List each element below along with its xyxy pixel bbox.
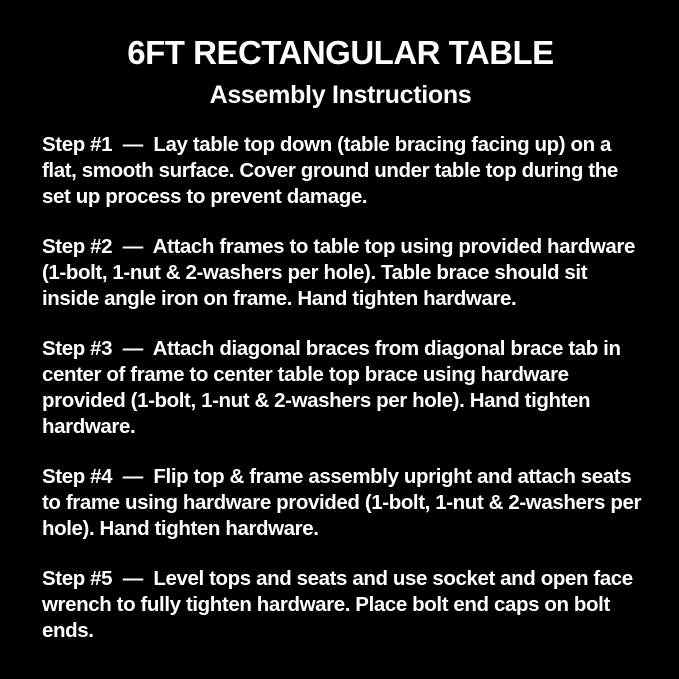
- poster-header: [42, 32, 639, 110]
- page-subtitle: Assembly Instructions: [209, 81, 472, 110]
- steps-list: [42, 132, 647, 644]
- step-5-text: Step #5 — Level tops and seats and use socket and open face wrench to fully tighten hardware. Place bolt end caps on bolt ends.: [42, 567, 639, 643]
- step-1-text: Step #1 — Lay table top down (table bracing facing up) on a flat, smooth surface. Cover ground under table top during the set up process to prevent damage.: [42, 133, 624, 209]
- page-title: 6FT RECTANGULAR TABLE: [127, 34, 554, 71]
- step-4-text: Step #4 — Flip top & frame assembly upright and attach seats to frame using hardware provided (1-bolt, 1-nut & 2-washers per hole). Hand tighten hardware.: [42, 465, 647, 541]
- step-3-text: Step #3 — Attach diagonal braces from diagonal brace tab in center of frame to center table top brace using hardware provided (1-bolt, 1-nut & 2-washers per hole). Hand tighten hardware.: [42, 337, 626, 439]
- step-2-text: Step #2 — Attach frames to table top using provided hardware (1-bolt, 1-nut & 2-washers per hole). Table brace should sit inside angle iron on frame. Hand tighten hardware.: [42, 235, 641, 311]
